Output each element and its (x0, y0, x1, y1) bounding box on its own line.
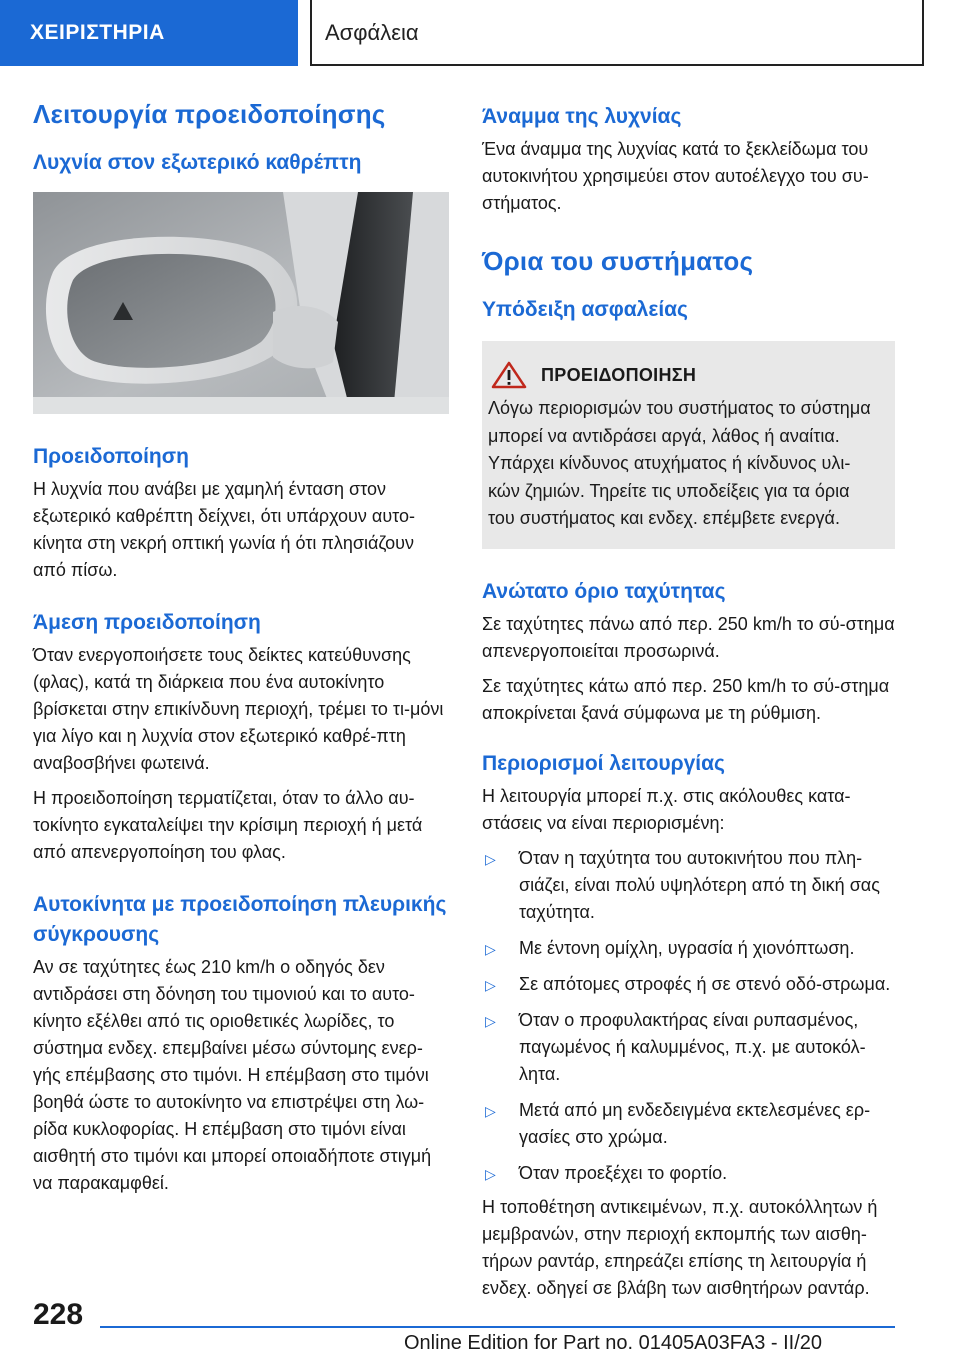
collision-warning-paragraph: Αν σε ταχύτητες έως 210 km/h ο οδηγός δεν αντιδράσει στη δόνηση του τιμονιού και το αυτο-κίνητο εξέλθει από τις οριοθετικές λωρίδες, το σύστημα ενδεχ. επεμβαίνει μέσω σύντομης ενερ-γής επέμβασης στο τιμόνι. Η επέμβαση στο τιμόνι βοηθά ώστε το αυτοκίνητο να επιστρέψει στη λω-ρίδα κυκλοφορίας. Η επέμβαση στο τιμόνι είναι αισθητή στο τιμόνι και μπορεί οποιαδήποτε στιγμή να παρακαμφθεί. (33, 957, 432, 1193)
final-paragraph: Η τοποθέτηση αντικειμένων, π.χ. αυτοκόλλητων ή μεμβρανών, στην περιοχή εκπομπής των αισθη-τήρων ραντάρ, επηρεάζει επίσης τη λειτουργία ή ενδεχ. οδηγεί σε βλάβη των αισθητήρων ραντάρ. (482, 1196, 878, 1298)
direct-warning-paragraph-1: Όταν ενεργοποιήσετε τους δείκτες κατεύθυνσης (φλας), κατά τη διάρκεια που ένα αυτοκίνητο βρίσκεται στην επικίνδυνη περιοχή, τρέμει το τι-μόνι για λίγο και η λυχνία στον εξωτερικό καθρέ-πτη αναβοσβήνει φωτεινά. (33, 645, 444, 773)
warning-paragraph: Η λυχνία που ανάβει με χαμηλή ένταση στον εξωτερικό καθρέπτη δείχνει, ότι υπάρχουν αυτο-κίνητα στη νεκρή οπτική γωνία ή ότι πλησιάζουν από πίσω. (33, 479, 416, 580)
page-title: Λειτουργία προειδοποίησης (33, 99, 386, 129)
speed-limit-heading: Ανώτατο όριο ταχύτητας (482, 579, 726, 603)
page-header (0, 0, 960, 66)
left-column (33, 96, 449, 1197)
warning-box-text: Λόγω περιορισμών του συστήματος το σύστημα μπορεί να αντιδράσει αργά, λάθος ή αναίτια. Υπάρχει κίνδυνος ατυχήματος ή κίνδυνος υλι-κών ζημιών. Τηρείτε τις υποδείξεις για τα όρια του συστήματος και ενδεχ. επέμβετε ενεργά. (488, 398, 871, 528)
function-restrictions-heading: Περιορισμοί λειτουργίας (482, 751, 725, 775)
warning-box-title: ΠΡΟΕΙΔΟΠΟΙΗΣΗ (541, 364, 697, 385)
mirror-illustration (33, 192, 449, 414)
bullet-arrow-icon: ▷ (485, 1012, 496, 1029)
bullet-arrow-icon: ▷ (485, 1165, 496, 1182)
section-title: Ασφάλεια (325, 20, 419, 45)
lamp-activation-paragraph: Ένα άναμμα της λυχνίας κατά το ξεκλείδωμα του αυτοκινήτου χρησιμεύει στον αυτοέλεγχο του συ-στήματος. (482, 139, 869, 213)
restrictions-list (482, 845, 895, 1187)
system-limits-heading: Όρια του συστήματος (482, 246, 754, 276)
list-item: ▷ Όταν προεξέχει το φορτίο. (482, 1160, 895, 1187)
safety-note-heading: Υπόδειξη ασφαλείας (482, 298, 688, 321)
header-bottom-border (310, 64, 924, 66)
page-number: 228 (33, 1298, 84, 1331)
chapter-tab: ΧΕΙΡΙΣΤΗΡΙΑ (0, 0, 298, 66)
speed-limit-paragraph-1: Σε ταχύτητες πάνω από περ. 250 km/h το σύ-στημα απενεργοποιείται προσωρινά. (482, 613, 895, 661)
mirror-image (33, 192, 449, 414)
warning-triangle-icon (491, 361, 527, 389)
warning-box (482, 341, 895, 549)
speed-limit-paragraph-2: Σε ταχύτητες κάτω από περ. 250 km/h το σύ-στημα αποκρίνεται ξανά σύμφωνα με τη ρύθμιση. (482, 675, 890, 723)
warning-box-header (491, 361, 881, 389)
bullet-arrow-icon: ▷ (485, 940, 496, 957)
warning-heading: Προειδοποίηση (33, 445, 189, 468)
header-right-border (922, 0, 924, 66)
list-item: ▷ Με έντονη ομίχλη, υγρασία ή χιονόπτωση. (482, 935, 895, 962)
edition-note: Online Edition for Part no. 01405A03FA3 - II/20 (404, 1332, 823, 1354)
bullet-arrow-icon: ▷ (485, 850, 496, 867)
direct-warning-heading: Άμεση προειδοποίηση (33, 611, 261, 634)
right-column (482, 102, 895, 1302)
bullet-arrow-icon: ▷ (485, 1102, 496, 1119)
header-divider (310, 0, 312, 66)
bullet-arrow-icon: ▷ (485, 976, 496, 993)
list-item: ▷ Μετά από μη ενδεδειγμένα εκτελεσμένες ερ-γασίες στο χρώμα. (485, 1099, 871, 1147)
footer-rule (100, 1326, 895, 1328)
list-item: ▷ Όταν ο προφυλακτήρας είναι ρυπασμένος, παγωμένος ή καλυμμένος, π.χ. με αυτοκόλ-λητα. (485, 1009, 866, 1084)
lamp-activation-heading: Άναμμα της λυχνίας (482, 105, 682, 128)
list-item: ▷ Σε απότομες στροφές ή σε στενό οδό-στρωμα. (482, 971, 895, 998)
direct-warning-paragraph-2: Η προειδοποίηση τερματίζεται, όταν το άλλο αυ-τοκίνητο εγκαταλείψει την κρίσιμη περιοχή ή μετά από απενεργοποίηση του φλας. (33, 788, 423, 862)
list-item: ▷ Όταν η ταχύτητα του αυτοκινήτου που πλη-σιάζει, είναι πολύ υψηλότερη από τη δική σας ταχύτητα. (485, 847, 880, 922)
mirror-lamp-heading: Λυχνία στον εξωτερικό καθρέπτη (33, 151, 362, 174)
collision-warning-heading: Αυτοκίνητα με προειδοποίηση πλευρικής σύγκρουσης (33, 893, 447, 946)
function-restrictions-paragraph: Η λειτουργία μπορεί π.χ. στις ακόλουθες κατα-στάσεις να είναι περιορισμένη: (482, 785, 851, 833)
